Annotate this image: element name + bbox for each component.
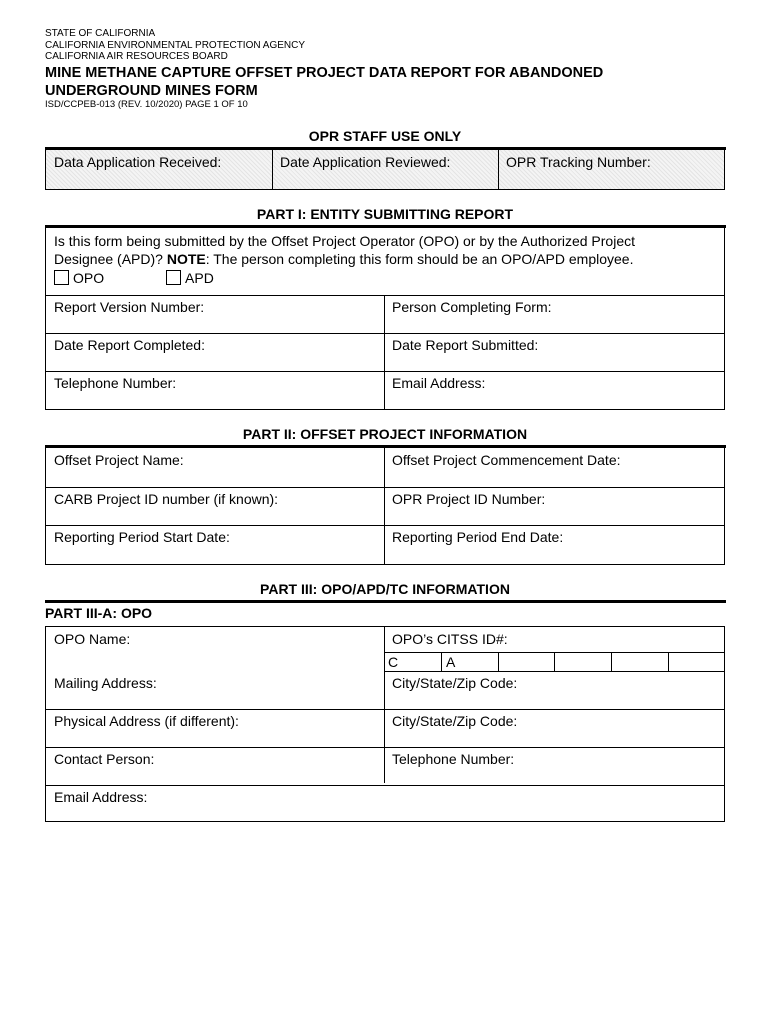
apd-checkbox-label: APD [185,270,214,286]
submitter-question-line1: Is this form being submitted by the Offset Project Operator (OPO) or by the Authorized Project [54,233,635,249]
part2-title: PART II: OFFSET PROJECT INFORMATION [242,426,528,442]
date-application-reviewed-field[interactable]: Date Application Reviewed: [280,154,451,170]
question-text-post: : The person completing this form should be an OPO/APD employee. [205,251,634,267]
citss-id-cell[interactable]: C [388,654,399,670]
question-text-pre: Designee (APD)? [54,251,167,267]
date-report-submitted-field[interactable]: Date Report Submitted: [392,337,539,353]
form-title-line1: MINE METHANE CAPTURE OFFSET PROJECT DATA REPORT FOR ABANDONED [45,65,604,81]
mailing-city-state-zip-field[interactable]: City/State/Zip Code: [392,675,518,691]
opo-citss-id-cells [384,652,724,672]
submitter-question [46,228,724,291]
agency-line-carb: CALIFORNIA AIR RESOURCES BOARD [45,51,228,62]
note-label: NOTE [166,251,206,267]
form-title [45,64,725,100]
part1-title: PART I: ENTITY SUBMITTING REPORT [256,206,514,222]
part3-rule [45,600,726,603]
part3a-subtitle: PART III-A: OPO [45,605,153,621]
opo-checkbox-label: OPO [73,270,105,286]
form-revision: ISD/CCPEB-013 (REV. 10/2020) PAGE 1 OF 10 [45,99,248,110]
apd-checkbox[interactable] [166,270,181,285]
reporting-period-end-date-field[interactable]: Reporting Period End Date: [392,529,564,545]
citss-id-cell[interactable] [554,653,611,672]
opo-checkbox-option[interactable] [54,270,104,286]
part2-box [45,448,725,565]
part1-box [45,228,725,410]
submitter-options [54,269,716,287]
opo-email-address-field[interactable]: Email Address: [54,789,148,805]
physical-address-field[interactable]: Physical Address (if different): [54,713,239,729]
opo-name-field[interactable]: OPO Name: [54,631,131,647]
submitter-question-line2 [54,250,716,268]
part3a-box [45,626,725,822]
person-completing-form-field[interactable]: Person Completing Form: [392,299,552,315]
citss-id-cell[interactable]: A [441,653,498,672]
opo-checkbox[interactable] [54,270,69,285]
opo-telephone-number-field[interactable]: Telephone Number: [392,751,515,767]
carb-project-id-field[interactable]: CARB Project ID number (if known): [54,491,279,507]
opo-citss-id-label: OPO’s CITSS ID#: [392,631,508,647]
opr-project-id-field[interactable]: OPR Project ID Number: [392,491,546,507]
agency-line-state: STATE OF CALIFORNIA [45,28,156,39]
citss-id-cell[interactable] [668,653,724,672]
opr-tracking-number-field[interactable]: OPR Tracking Number: [506,154,651,170]
mailing-address-field[interactable]: Mailing Address: [54,675,157,691]
citss-id-cell[interactable] [611,653,668,672]
offset-project-name-field[interactable]: Offset Project Name: [54,452,184,468]
physical-city-state-zip-field[interactable]: City/State/Zip Code: [392,713,518,729]
telephone-number-field[interactable]: Telephone Number: [54,375,177,391]
reporting-period-start-date-field[interactable]: Reporting Period Start Date: [54,529,230,545]
data-application-received-field[interactable]: Data Application Received: [54,154,222,170]
contact-person-field[interactable]: Contact Person: [54,751,155,767]
staff-box [45,150,725,190]
date-report-completed-field[interactable]: Date Report Completed: [54,337,205,353]
citss-id-cell[interactable] [498,653,554,672]
form-title-line2: UNDERGROUND MINES FORM [45,83,258,99]
report-version-number-field[interactable]: Report Version Number: [54,299,205,315]
apd-checkbox-option[interactable] [166,270,214,286]
part3-title: PART III: OPO/APD/TC INFORMATION [260,581,510,597]
staff-section-title: OPR STAFF USE ONLY [308,128,462,144]
agency-line-calepa: CALIFORNIA ENVIRONMENTAL PROTECTION AGENCY [45,40,306,51]
email-address-field[interactable]: Email Address: [392,375,486,391]
offset-project-commencement-date-field[interactable]: Offset Project Commencement Date: [392,452,621,468]
